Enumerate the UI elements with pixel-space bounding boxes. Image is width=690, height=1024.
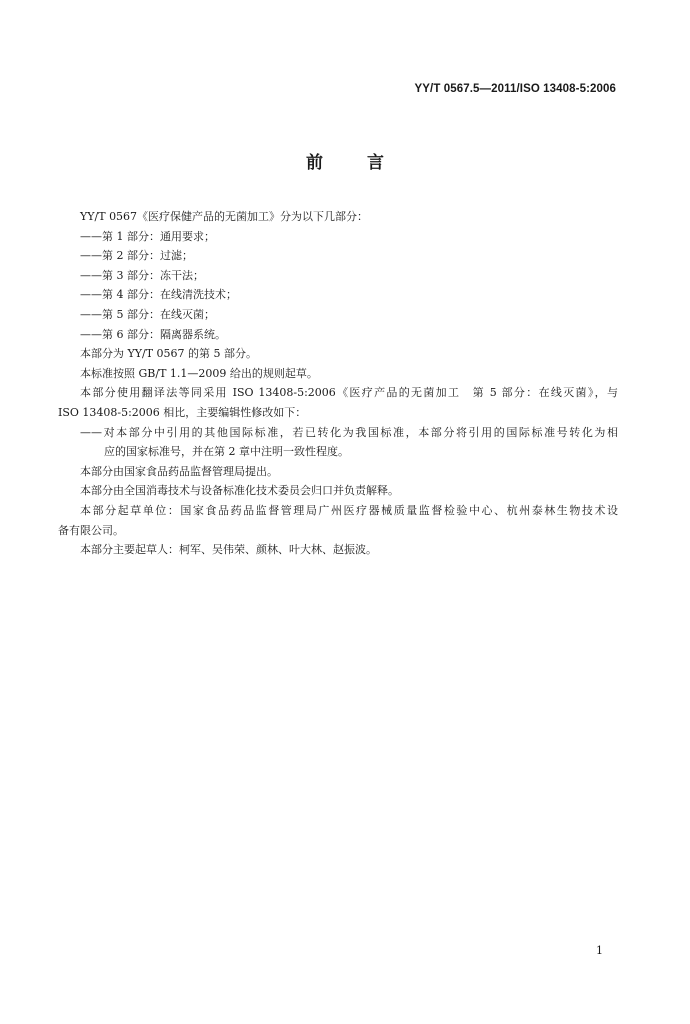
- paragraph-drafting-units-line-1: 本部分起草单位：国家食品药品监督管理局广州医疗器械质量监督检验中心、杭州泰林生物技术设: [80, 503, 618, 517]
- list-item-part-2: ——第 2 部分：过滤；: [80, 249, 193, 263]
- paragraph-proposed-by: 本部分由国家食品药品监督管理局提出。: [80, 464, 278, 478]
- list-item-part-3: ——第 3 部分：冻干法；: [80, 268, 204, 282]
- paragraph-main-drafters: 本部分主要起草人：柯军、吴伟荣、颜林、叶大林、赵振波。: [80, 543, 377, 557]
- list-item-editorial-change-line-2: 应的国家标准号，并在第 2 章中注明一致性程度。: [104, 445, 349, 459]
- list-item-part-4: ——第 4 部分：在线清洗技术；: [80, 288, 237, 302]
- paragraph-parts-intro: YY/T 0567《医疗保健产品的无菌加工》分为以下几部分：: [80, 210, 369, 223]
- standard-number-header: YY/T 0567.5—2011/ISO 13408-5:2006: [414, 83, 616, 95]
- paragraph-this-part: 本部分为 YY/T 0567 的第 5 部分。: [80, 347, 258, 361]
- foreword-body: [58, 207, 618, 560]
- paragraph-adoption-line-1: 本部分使用翻译法等同采用 ISO 13408-5:2006《医疗产品的无菌加工 第 5 部分：在线灭菌》，与: [80, 386, 618, 400]
- paragraph-drafting-units-line-2: 备有限公司。: [58, 523, 124, 537]
- list-item-part-6: ——第 6 部分：隔离器系统。: [80, 327, 226, 341]
- page-number: 1: [596, 944, 603, 957]
- paragraph-adoption-line-2: ISO 13408-5:2006 相比，主要编辑性修改如下：: [58, 405, 307, 419]
- paragraph-under-jurisdiction: 本部分由全国消毒技术与设备标准化技术委员会归口并负责解释。: [80, 484, 399, 498]
- list-item-part-1: ——第 1 部分：通用要求；: [80, 229, 215, 243]
- page-title: 前言: [306, 153, 428, 173]
- paragraph-drafting-rules: 本标准按照 GB/T 1.1—2009 给出的规则起草。: [80, 366, 318, 380]
- list-item-editorial-change-line-1: ——对本部分中引用的其他国际标准，若已转化为我国标准，本部分将引用的国际标准号转化为相: [80, 425, 618, 439]
- list-item-part-5: ——第 5 部分：在线灭菌；: [80, 307, 215, 321]
